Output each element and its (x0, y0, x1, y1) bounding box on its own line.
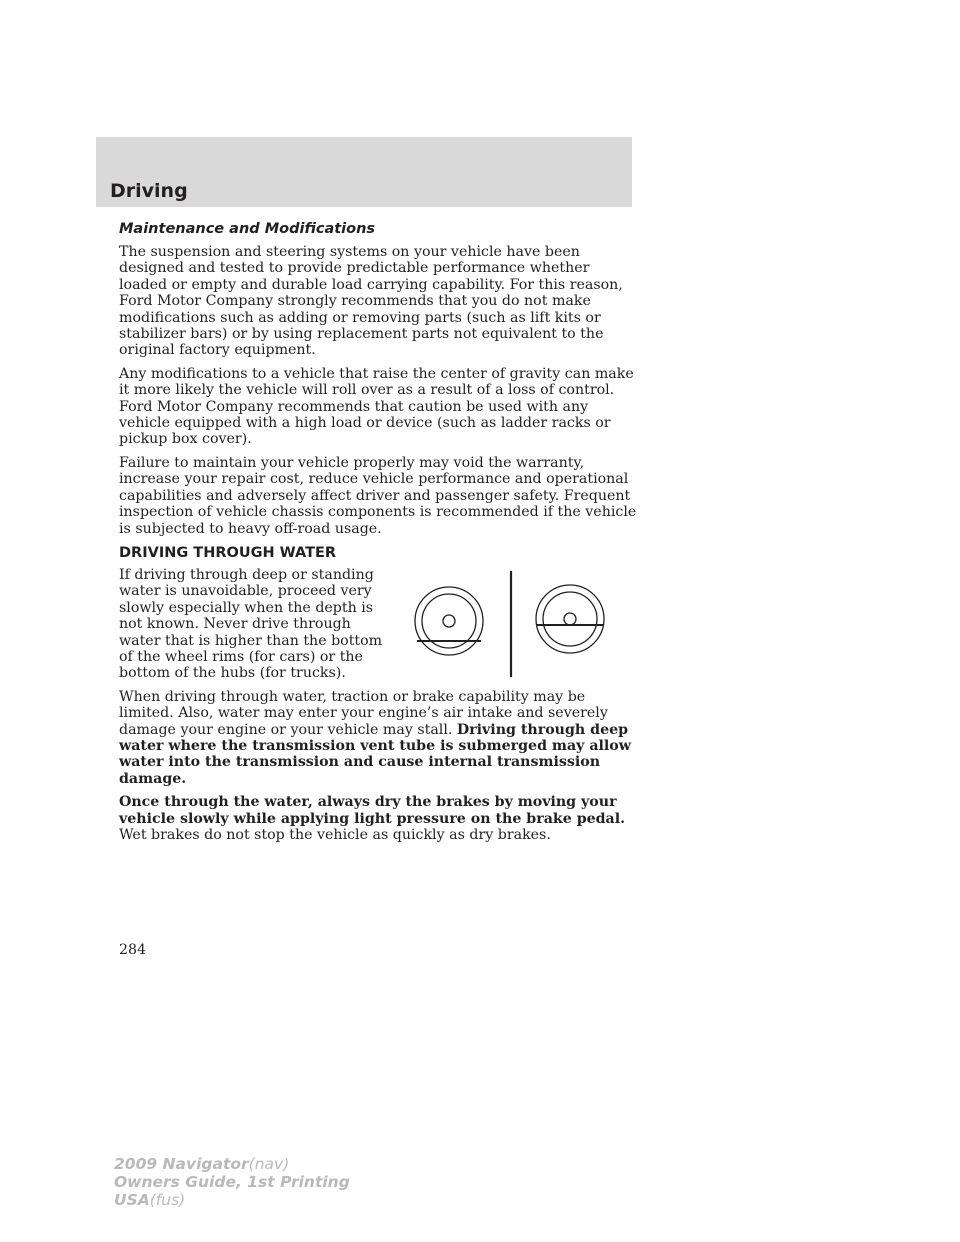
page-content (119, 220, 637, 850)
footer-line (114, 1155, 350, 1173)
page-number: 284 (119, 942, 147, 958)
section-title: Driving (110, 180, 188, 202)
truck-wheel-icon (536, 585, 604, 653)
section-header-band (96, 137, 632, 207)
paragraph (119, 794, 637, 843)
paragraph-text: Wet brakes do not stop the vehicle as quickly as dry brakes. (119, 827, 551, 843)
paragraph: Failure to maintain your vehicle properly may void the warranty, increase your repair cost, reduce vehicle performance and operational capabilities and adversely affect driver and passenger safety. Frequent inspection of vehicle chassis components is recommended if the vehicle is subjected to heavy off-road usage. (119, 454, 637, 537)
document-footer (114, 1155, 350, 1209)
paragraph: If driving through deep or standing water is unavoidable, proceed very slowly especially when the depth is not known. Never drive through water that is higher than the bottom of the wheel rims (for cars) or the bottom of the hubs (for trucks). (119, 566, 383, 682)
car-wheel-icon (415, 587, 483, 655)
warning-text: Once through the water, always dry the brakes by moving your vehicle slowly while applying light pressure on the brake pedal. (119, 794, 626, 827)
footer-code: (fus) (149, 1191, 186, 1209)
wheel-diagram-svg (414, 571, 614, 677)
paragraph: The suspension and steering systems on your vehicle have been designed and tested to provide predictable performance whether loaded or empty and durable load carrying capability. For this reason, Ford Motor Company strongly recommends that you do not make modifications such as adding or removing parts (such as lift kits or stabilizer bars) or by using replacement parts not equivalent to the original factory equipment. (119, 244, 623, 359)
footer-market: USA (114, 1191, 150, 1209)
warning-text: Driving through deep water where the transmission vent tube is submerged may allow water into the transmission and cause internal transmission damage. (119, 721, 631, 787)
footer-line: Owners Guide, 1st Printing (114, 1173, 350, 1191)
section-heading: DRIVING THROUGH WATER (119, 544, 337, 561)
footer-line (114, 1191, 350, 1209)
footer-model: 2009 Navigator (114, 1155, 249, 1173)
wheel-water-level-illustration (384, 567, 624, 677)
paragraph (119, 689, 637, 787)
paragraph: Any modifications to a vehicle that raise the center of gravity can make it more likely the vehicle will roll over as a result of a loss of control. Ford Motor Company recommends that caution be used with any vehicle equipped with a high load or device (such as ladder racks or pickup box cover). (119, 365, 634, 448)
subheading: Maintenance and Modifications (119, 221, 376, 237)
footer-code: (nav) (248, 1155, 290, 1173)
water-depth-block (119, 567, 637, 682)
paragraph-text: When driving through water, traction or brake capability may be limited. Also, water may enter your engine’s air intake and severely damage your engine or your vehicle may stall. (119, 688, 608, 738)
